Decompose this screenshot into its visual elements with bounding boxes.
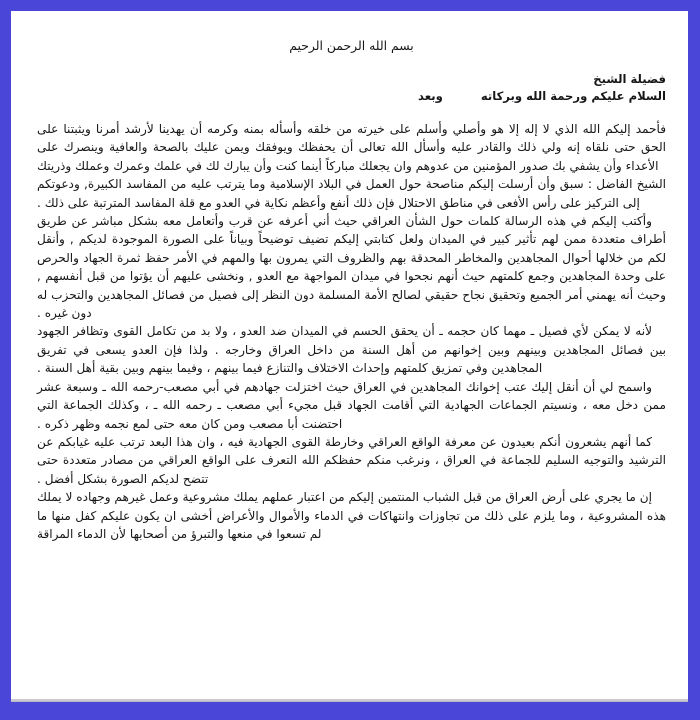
salutation-after-word: وبعد [418, 88, 443, 103]
paragraph-youth: إن ما يجري على أرض العراق من قبل الشباب المنتمين إليكم من اعتبار عملهم يملك مشروعية وعمل غيرهم وجهاده لا يملك هذه المشروعية ، وما يلزم على ذلك من تجاوزات وانتهاكات في الدماء والأموال والأعراض أخشى ان يكون عليكم كفل منها ما لم تسعوا في منعها والتبرؤ من أصحابها لأن الدماء المراقة [37, 490, 666, 541]
salutation-block [37, 71, 666, 104]
paragraph-distance: كما أنهم يشعرون أنكم بعيدون عن معرفة الواقع العراقي وخارطة القوى الجهادية فيه ، وان هذا البعد ترتب عليه غيابكم عن الترشيد والتوجيه السليم للجماعة في العراق ، ونرغب منكم حفظكم الله التعرف على الواقع العراقي من مصادر متعددة حتى تتضح لديكم الصورة بشكل أفضل . [37, 434, 666, 486]
paragraph-praise: فأحمد إليكم الله الذي لا إله إلا هو وأصلي وأسلم على خيرته من خلقه وأسأله بمنه وكرمه أن يهدينا لأرشد أمرنا ويثبتنا على الحق حتى نلقاه إنه ولي ذلك والقادر عليه وأسأل الله تعالى أن يحفظك ويوفقك ويمن عليك بالصحة والعافية وينصرك على الأعداء وأن يشفي بك صدور المؤمنين من عدوهم وان يجعلك مباركاً أينما كنت وأن يبارك لك في علمك وعمرك وعملك وذريتك [37, 122, 666, 173]
paragraph-sheikh-advice: الشيخ الفاضل : سبق وأن أرسلت إليكم مناصحة حول العمل في البلاد الإسلامية وما يترتب عليه من المفاسد الكبيرة, ودعوتكم إلى التركيز على رأس الأفعى في مناطق الاحتلال فإن ذلك أنفع وأعظم نكاية في العدو مع قلة المفاسد المترتبة على ذلك . [37, 177, 666, 210]
basmala-heading: بسم الله الرحمن الرحيم [289, 38, 414, 53]
letter-body [37, 120, 666, 543]
document-paper [11, 11, 688, 701]
paragraph-complaint: واسمح لي أن أنقل إليك عتب إخوانك المجاهدين في العراق حيث اختزلت جهادهم في أبي مصعب-رحمه الله ـ وسبعة عشر ممن دخل معه ، ونسيتم الجماعات الجهادية التي أقامت الجهاد قبل مجيء أبي مصعب ـ رحمه الله ـ ، وكذلك الجماعة التي احتضنت أبا مصعب ومن كان معه حتى لمع نجمه وظهر ذكره . [37, 379, 666, 431]
salutation-greeting: السلام عليكم ورحمة الله وبركاته [480, 88, 666, 103]
salutation-addressee: فضيلة الشيخ [593, 72, 666, 86]
paragraph-iraqi-affairs: وأكتب إليكم في هذه الرسالة كلمات حول الشأن العراقي حيث أني أعرفه عن قرب وأتعامل معه بشكل مباشر عن طريق أطراف متعددة ممن لهم تأثير كبير في الميدان ولعل كتابتي إليكم تضيف توضيحاً وبياناً على الصورة الموجودة لديكم , وأنقل لكم من خلالها أحوال المجاهدين والمخاطر المحدقة بهم والظروف التي يمرون بها والمهم في الأمر حفظ ثمرة الجهاد والحرص على وحدة المجاهدين وجمع كلمتهم حيث أنهم نجحوا في ميدان المواجهة مع العدو , ونخشى عليهم أن يؤتوا من قبل أنفسهم , وحيث أنه يهمني أمر الجميع وتحقيق نجاح حقيقي لصالح الأمة المسلمة دون النظر إلى فصيل من فصائل المجاهدين والتحزب له دون غيره . [37, 214, 666, 321]
paragraph-unity: لأنه لا يمكن لأي فصيل ـ مهما كان حجمه ـ أن يحقق الحسم في الميدان ضد العدو ، ولا بد من تكامل القوى وتظافر الجهود بين فصائل المجاهدين وبينهم وبين إخوانهم من أهل السنة من داخل العراق وخارجه . ولذا فإن العدو يسعى في تفريق المجاهدين وفي تمزيق كلمتهم وإحداث الاختلاف والتنازع فيما بينهم ، وفيما بينهم وبين بقية أهل السنة . [37, 324, 666, 376]
salutation-greeting-row [81, 88, 666, 105]
